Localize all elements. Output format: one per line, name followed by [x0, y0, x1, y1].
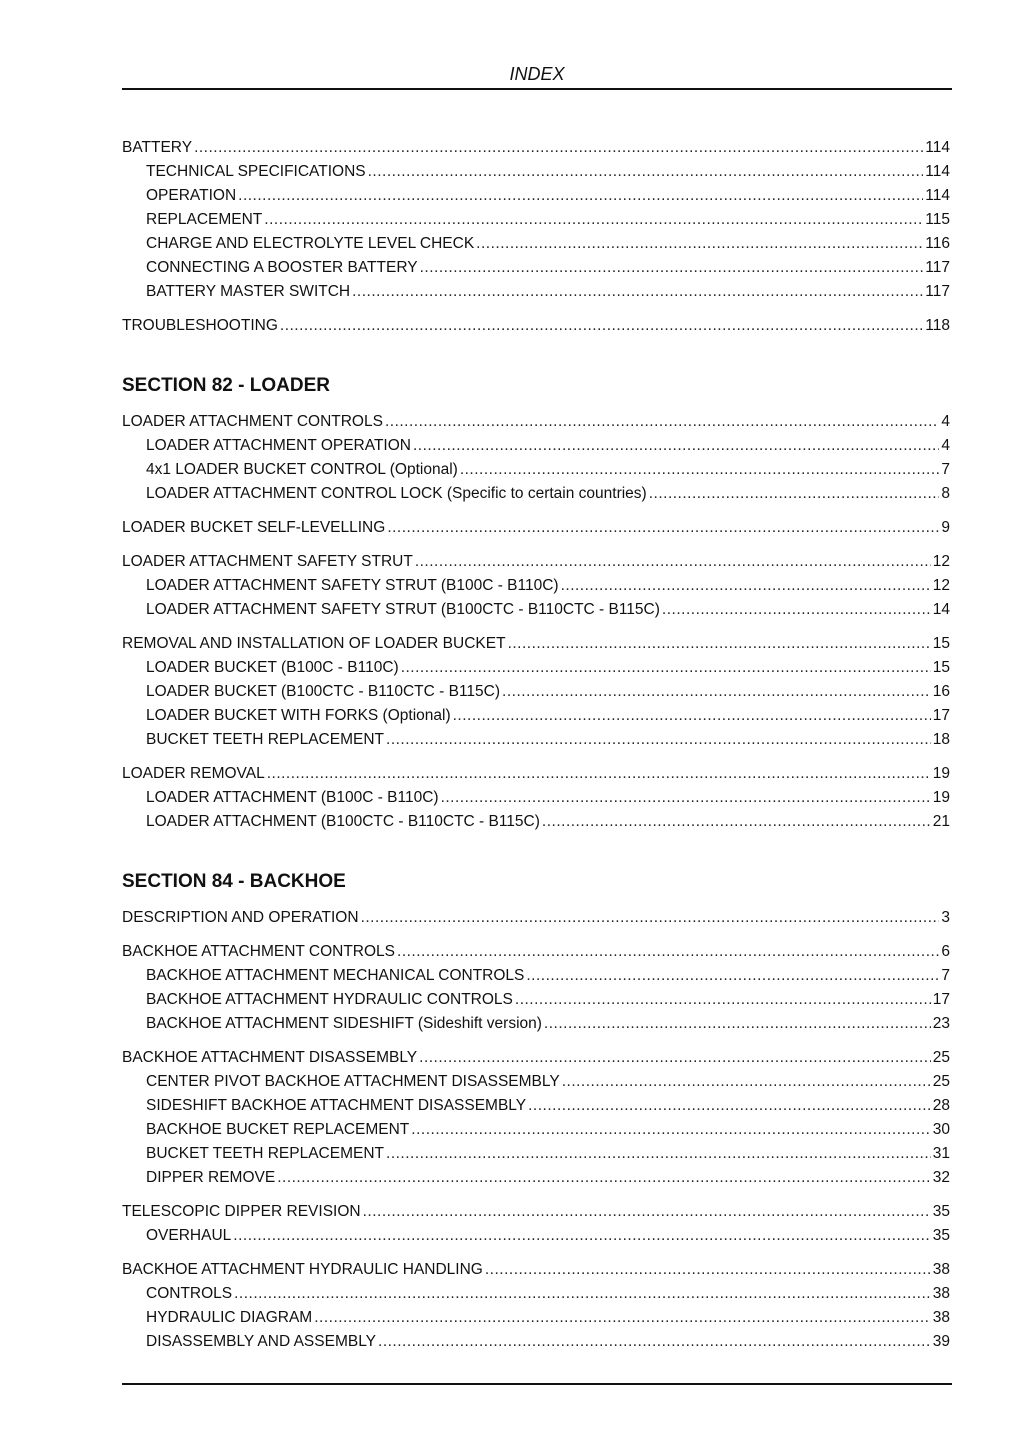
entry-label: BATTERY MASTER SWITCH	[146, 283, 351, 300]
index-group	[122, 516, 950, 540]
index-subentry[interactable]	[122, 1094, 950, 1118]
entry-label: CONTROLS	[146, 1285, 233, 1302]
entry-page-number: 3	[941, 909, 950, 926]
entry-label: LOADER ATTACHMENT OPERATION	[146, 437, 411, 454]
entry-label: SIDESHIFT BACKHOE ATTACHMENT DISASSEMBLY	[146, 1097, 527, 1114]
dot-leader	[415, 550, 931, 574]
entry-label: DIPPER REMOVE	[146, 1169, 276, 1186]
entry-label: CONNECTING A BOOSTER BATTERY	[146, 259, 418, 276]
entry-page-number: 17	[932, 707, 950, 724]
entry-label: LOADER ATTACHMENT (B100C - B110C)	[146, 789, 439, 806]
dot-leader	[363, 1200, 931, 1224]
entry-label: BATTERY	[122, 139, 193, 156]
entry-page-number: 21	[932, 813, 950, 830]
dot-leader	[233, 1224, 930, 1248]
dot-leader	[361, 906, 940, 930]
dot-leader	[280, 314, 923, 338]
entry-page-number: 8	[941, 485, 950, 502]
entry-page-number: 9	[941, 519, 950, 536]
entry-page-number: 114	[925, 187, 950, 204]
entry-page-number: 35	[932, 1203, 950, 1220]
index-subentry[interactable]	[122, 482, 950, 506]
index-entry[interactable]	[122, 906, 950, 930]
entry-page-number: 114	[925, 139, 950, 156]
index-entry[interactable]	[122, 940, 950, 964]
entry-page-number: 25	[932, 1049, 950, 1066]
entry-label: BACKHOE ATTACHMENT HYDRAULIC CONTROLS	[146, 991, 513, 1008]
dot-leader	[264, 208, 923, 232]
dot-leader	[413, 434, 939, 458]
index-entry[interactable]	[122, 632, 950, 656]
entry-page-number: 4	[941, 437, 950, 454]
entry-label: 4x1 LOADER BUCKET CONTROL (Optional)	[146, 461, 458, 478]
dot-leader	[411, 1118, 930, 1142]
entry-page-number: 38	[932, 1309, 950, 1326]
entry-label: LOADER BUCKET SELF-LEVELLING	[122, 519, 386, 536]
index-subentry[interactable]	[122, 1142, 950, 1166]
entry-page-number: 38	[932, 1261, 950, 1278]
dot-leader	[542, 810, 931, 834]
index-group	[122, 314, 950, 338]
dot-leader	[387, 516, 939, 540]
index-subentry[interactable]	[122, 1306, 950, 1330]
index-group	[122, 632, 950, 752]
entry-label: LOADER REMOVAL	[122, 765, 265, 782]
entry-label: DESCRIPTION AND OPERATION	[122, 909, 359, 926]
entry-label: HYDRAULIC DIAGRAM	[146, 1309, 313, 1326]
entry-page-number: 32	[932, 1169, 950, 1186]
dot-leader	[526, 964, 939, 988]
index-subentry[interactable]	[122, 598, 950, 622]
index-subentry[interactable]	[122, 160, 950, 184]
index-entry[interactable]	[122, 762, 950, 786]
entry-page-number: 14	[932, 601, 950, 618]
index-entry[interactable]	[122, 314, 950, 338]
index-group	[122, 906, 950, 930]
entry-page-number: 30	[932, 1121, 950, 1138]
entry-page-number: 115	[925, 211, 950, 228]
entry-label: LOADER ATTACHMENT SAFETY STRUT	[122, 553, 413, 570]
entry-page-number: 114	[925, 163, 950, 180]
entry-label: REMOVAL AND INSTALLATION OF LOADER BUCKET	[122, 635, 506, 652]
dot-leader	[544, 1012, 931, 1036]
index-subentry[interactable]	[122, 728, 950, 752]
entry-page-number: 35	[932, 1227, 950, 1244]
header-rule	[122, 88, 952, 90]
entry-page-number: 12	[932, 577, 950, 594]
entry-label: OPERATION	[146, 187, 237, 204]
entry-label: BUCKET TEETH REPLACEMENT	[146, 731, 385, 748]
entry-page-number: 19	[932, 765, 950, 782]
dot-leader	[419, 1046, 931, 1070]
entry-page-number: 7	[941, 461, 950, 478]
entry-page-number: 39	[932, 1333, 950, 1350]
dot-leader	[476, 232, 923, 256]
entry-page-number: 28	[932, 1097, 950, 1114]
entry-label: BACKHOE ATTACHMENT SIDESHIFT (Sideshift version)	[146, 1015, 542, 1032]
entry-label: LOADER ATTACHMENT SAFETY STRUT (B100C - B110C)	[146, 577, 559, 594]
entry-page-number: 31	[932, 1145, 950, 1162]
dot-leader	[238, 184, 923, 208]
index-subentry[interactable]	[122, 1070, 950, 1094]
dot-leader	[649, 482, 940, 506]
index-subentry[interactable]	[122, 208, 950, 232]
index-subentry[interactable]	[122, 232, 950, 256]
index-subentry[interactable]	[122, 574, 950, 598]
entry-label: LOADER BUCKET (B100C - B110C)	[146, 659, 399, 676]
index-subentry[interactable]	[122, 1224, 950, 1248]
index-entry[interactable]	[122, 410, 950, 434]
index-entry[interactable]	[122, 550, 950, 574]
dot-leader	[352, 280, 923, 304]
dot-leader	[397, 940, 939, 964]
dot-leader	[401, 656, 931, 680]
index-entry[interactable]	[122, 516, 950, 540]
index-group	[122, 410, 950, 506]
index-subentry[interactable]	[122, 810, 950, 834]
entry-label: LOADER BUCKET WITH FORKS (Optional)	[146, 707, 451, 724]
entry-label: LOADER ATTACHMENT SAFETY STRUT (B100CTC - B110CTC - B115C)	[146, 601, 660, 618]
index-entry[interactable]	[122, 1200, 950, 1224]
entry-page-number: 16	[932, 683, 950, 700]
entry-page-number: 6	[941, 943, 950, 960]
entry-label: BACKHOE ATTACHMENT HYDRAULIC HANDLING	[122, 1261, 483, 1278]
entry-label: LOADER ATTACHMENT (B100CTC - B110CTC - B115C)	[146, 813, 540, 830]
entry-page-number: 15	[932, 659, 950, 676]
index-entry[interactable]	[122, 1258, 950, 1282]
dot-leader	[528, 1094, 931, 1118]
dot-leader	[502, 680, 931, 704]
entry-page-number: 117	[925, 259, 950, 276]
index-group	[122, 1258, 950, 1354]
entry-page-number: 12	[932, 553, 950, 570]
dot-leader	[562, 1070, 931, 1094]
entry-page-number: 25	[932, 1073, 950, 1090]
dot-leader	[460, 458, 940, 482]
index-subentry[interactable]	[122, 1118, 950, 1142]
dot-leader	[234, 1282, 931, 1306]
entry-page-number: 4	[941, 413, 950, 430]
entry-page-number: 7	[941, 967, 950, 984]
entry-page-number: 17	[932, 991, 950, 1008]
dot-leader	[485, 1258, 931, 1282]
index-subentry[interactable]	[122, 1282, 950, 1306]
entry-label: LOADER ATTACHMENT CONTROLS	[122, 413, 383, 430]
index-entry[interactable]	[122, 136, 950, 160]
index-subentry[interactable]	[122, 1012, 950, 1036]
dot-leader	[368, 160, 924, 184]
index-subentry[interactable]	[122, 1330, 950, 1354]
index-subentry[interactable]	[122, 786, 950, 810]
dot-leader	[662, 598, 931, 622]
index-subentry[interactable]	[122, 656, 950, 680]
entry-label: CHARGE AND ELECTROLYTE LEVEL CHECK	[146, 235, 475, 252]
dot-leader	[385, 410, 939, 434]
dot-leader	[561, 574, 931, 598]
index-content	[122, 136, 950, 1364]
index-group	[122, 1200, 950, 1248]
entry-page-number: 116	[925, 235, 950, 252]
entry-page-number: 19	[932, 789, 950, 806]
entry-label: TELESCOPIC DIPPER REVISION	[122, 1203, 361, 1220]
index-group	[122, 550, 950, 622]
index-subentry[interactable]	[122, 704, 950, 728]
dot-leader	[386, 1142, 931, 1166]
footer-rule	[122, 1383, 952, 1385]
index-subentry[interactable]	[122, 988, 950, 1012]
index-subentry[interactable]	[122, 1166, 950, 1190]
entry-page-number: 23	[932, 1015, 950, 1032]
entry-label: LOADER BUCKET (B100CTC - B110CTC - B115C)	[146, 683, 501, 700]
dot-leader	[267, 762, 931, 786]
entry-label: CENTER PIVOT BACKHOE ATTACHMENT DISASSEMBLY	[146, 1073, 560, 1090]
index-subentry[interactable]	[122, 280, 950, 304]
index-subentry[interactable]	[122, 256, 950, 280]
entry-label: TECHNICAL SPECIFICATIONS	[146, 163, 366, 180]
entry-label: DISASSEMBLY AND ASSEMBLY	[146, 1333, 377, 1350]
entry-label: BACKHOE ATTACHMENT DISASSEMBLY	[122, 1049, 418, 1066]
entry-page-number: 15	[932, 635, 950, 652]
dot-leader	[420, 256, 924, 280]
index-subentry[interactable]	[122, 434, 950, 458]
entry-page-number: 18	[932, 731, 950, 748]
index-subentry[interactable]	[122, 184, 950, 208]
dot-leader	[508, 632, 931, 656]
index-group	[122, 1046, 950, 1190]
index-group	[122, 136, 950, 304]
entry-label: TROUBLESHOOTING	[122, 317, 278, 334]
dot-leader	[453, 704, 931, 728]
index-entry[interactable]	[122, 1046, 950, 1070]
entry-label: REPLACEMENT	[146, 211, 263, 228]
dot-leader	[515, 988, 931, 1012]
dot-leader	[378, 1330, 931, 1354]
dot-leader	[194, 136, 923, 160]
entry-label: OVERHAUL	[146, 1227, 232, 1244]
dot-leader	[314, 1306, 931, 1330]
index-subentry[interactable]	[122, 680, 950, 704]
index-group	[122, 762, 950, 834]
dot-leader	[277, 1166, 931, 1190]
entry-label: BACKHOE ATTACHMENT CONTROLS	[122, 943, 396, 960]
index-subentry[interactable]	[122, 964, 950, 988]
section-heading: SECTION 84 - BACKHOE	[122, 871, 346, 892]
index-subentry[interactable]	[122, 458, 950, 482]
page-title: INDEX	[509, 64, 565, 84]
entry-label: BACKHOE ATTACHMENT MECHANICAL CONTROLS	[146, 967, 525, 984]
entry-page-number: 118	[925, 317, 950, 334]
section-heading: SECTION 82 - LOADER	[122, 375, 330, 396]
dot-leader	[386, 728, 931, 752]
entry-page-number: 38	[932, 1285, 950, 1302]
entry-label: BACKHOE BUCKET REPLACEMENT	[146, 1121, 410, 1138]
dot-leader	[441, 786, 931, 810]
entry-page-number: 117	[925, 283, 950, 300]
index-group	[122, 940, 950, 1036]
entry-label: BUCKET TEETH REPLACEMENT	[146, 1145, 385, 1162]
entry-label: LOADER ATTACHMENT CONTROL LOCK (Specific to certain countries)	[146, 485, 647, 502]
